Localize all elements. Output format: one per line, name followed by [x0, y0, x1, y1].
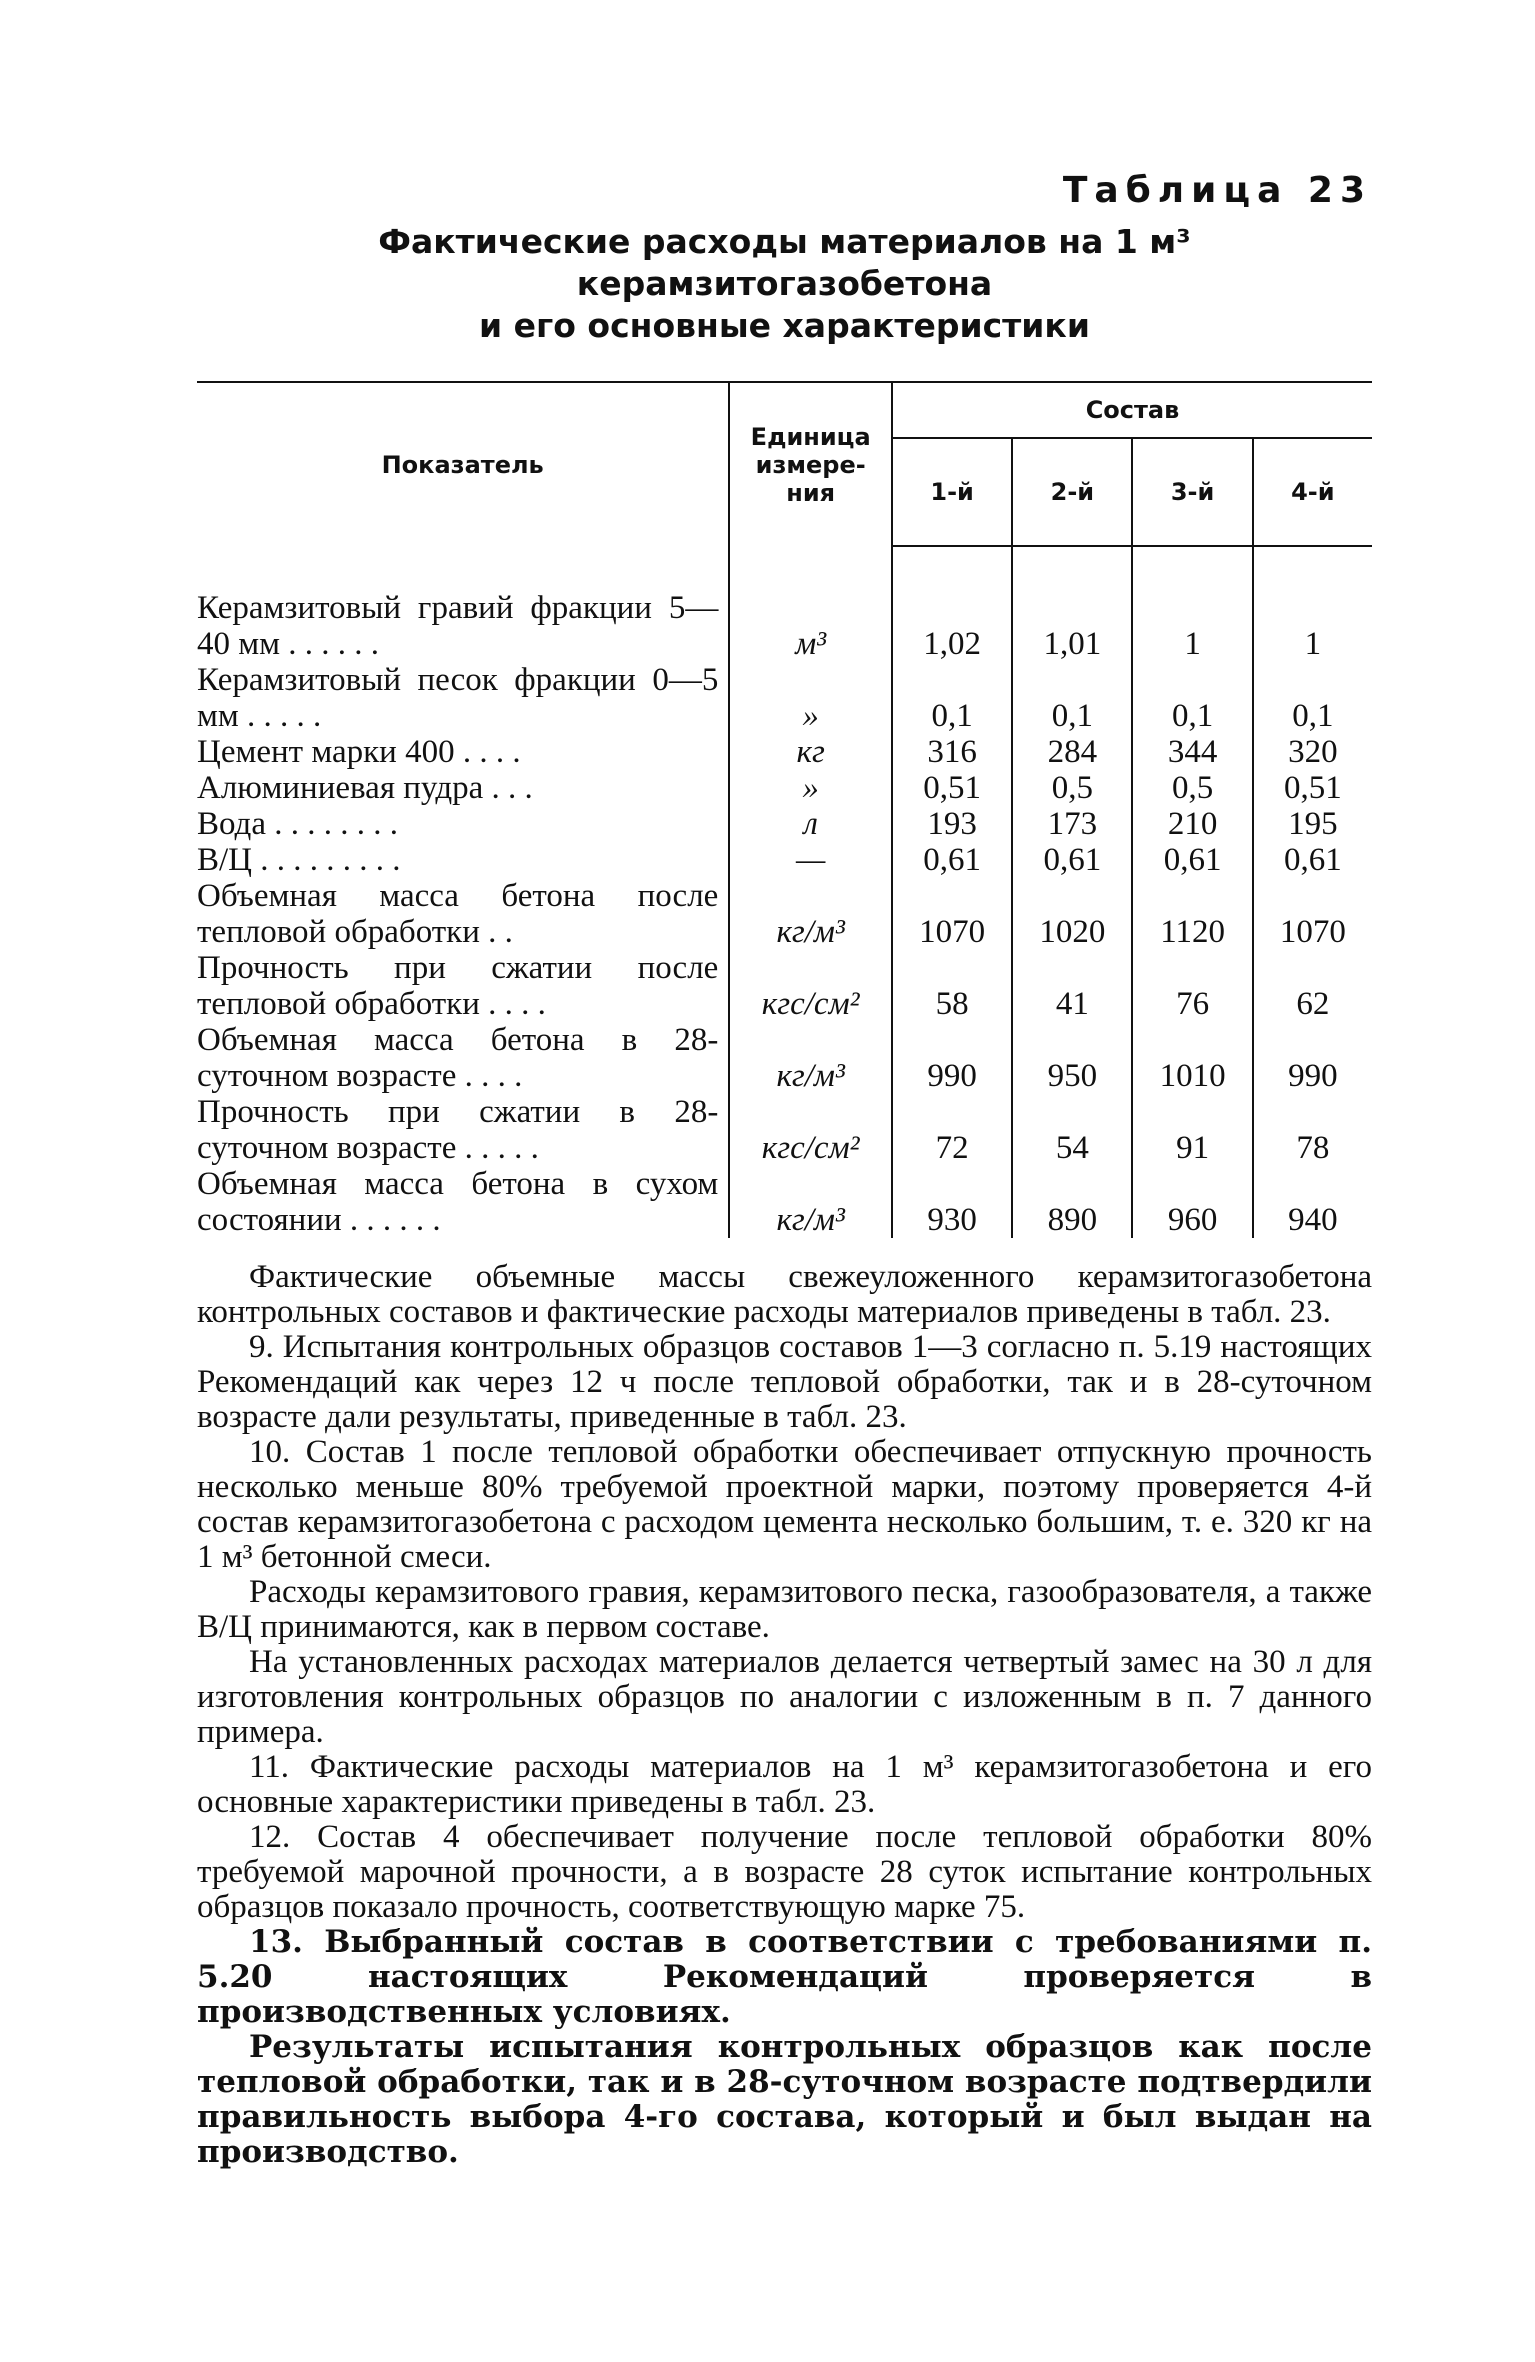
paragraph: Результаты испытания контрольных образцов как после тепловой обработки, так и в 28-суточном возрасте подтвердили правильность выбора 4-го состава, который и был выдан на производство. — [197, 2029, 1372, 2170]
table-row — [197, 1094, 1372, 1166]
row-value-col-1: 316 — [892, 734, 1012, 770]
table-row — [197, 806, 1372, 842]
row-value-col-1: 990 — [892, 1022, 1012, 1094]
row-value-col-2: 890 — [1012, 1166, 1132, 1238]
row-value-col-2: 1,01 — [1012, 546, 1132, 662]
row-value-col-4: 990 — [1288, 1058, 1338, 1094]
row-unit: кг — [729, 734, 892, 770]
row-value-col-2: 950 — [1012, 1022, 1132, 1094]
paragraph: 13. Выбранный состав в соответствии с требованиями п. 5.20 настоящих Рекомендаций проверяется в производственных условиях. — [197, 1924, 1372, 2030]
row-value-col-1: 0,51 — [892, 770, 1012, 806]
row-parameter — [197, 546, 729, 662]
row-value-col-3: 0,61 — [1132, 842, 1252, 878]
row-value-col-4: 320 — [1288, 734, 1338, 770]
row-value-col-3: 960 — [1132, 1166, 1252, 1238]
table-row — [197, 1022, 1372, 1094]
row-unit: — — [729, 842, 892, 878]
row-value-col-1: 193 — [892, 806, 1012, 842]
row-value-col-3: 0,1 — [1132, 662, 1252, 734]
row-parameter-text: Объемная масса бетона в сухом состоянии . . . . . . — [197, 1166, 719, 1238]
row-value-col-4: 0,61 — [1283, 842, 1342, 878]
row-parameter-text: Прочность при сжатии в 28-суточном возрасте . . . . . — [197, 1094, 719, 1166]
header-col-1: 1-й — [892, 438, 1012, 546]
row-unit: кг/м³ — [729, 1166, 892, 1238]
caption-line-2: и его основные характеристики — [479, 306, 1090, 345]
row-parameter — [197, 806, 729, 842]
row-parameter — [197, 662, 729, 734]
table-row — [197, 842, 1372, 878]
header-col-3: 3-й — [1132, 438, 1252, 546]
row-unit: кгс/см² — [729, 1094, 892, 1166]
table-row — [197, 734, 1372, 770]
row-parameter — [197, 1094, 729, 1166]
row-value-col-1: 0,1 — [892, 662, 1012, 734]
body-text — [197, 1260, 1372, 2170]
table-caption — [197, 221, 1372, 347]
header-col-4: 4-й — [1253, 438, 1372, 546]
row-parameter — [197, 1022, 729, 1094]
row-parameter-text: Объемная масса бетона в 28-суточном возрасте . . . . — [197, 1022, 719, 1094]
row-value-col-4: 0,51 — [1283, 770, 1342, 806]
row-parameter-text: Керамзитовый песок фракции 0—5 мм . . . . . — [197, 662, 719, 734]
table-row — [197, 950, 1372, 1022]
table-label: Таблица 23 — [1062, 170, 1372, 211]
row-unit: кг/м³ — [729, 1022, 892, 1094]
paragraph: 10. Состав 1 после тепловой обработки обеспечивает отпускную прочность несколько меньше 80% требуемой проектной марки, поэтому проверяется 4-й состав керамзитогазобетона с расходом цемента несколько большим, т. е. 320 кг на 1 м³ бетонной смеси. — [197, 1434, 1372, 1575]
row-value-col-2: 0,1 — [1012, 662, 1132, 734]
row-value-col-2: 1020 — [1012, 878, 1132, 950]
paragraph: 11. Фактические расходы материалов на 1 м³ керамзитогазобетона и его основные характеристики приведены в табл. 23. — [197, 1749, 1372, 1820]
table-body — [197, 546, 1372, 1238]
row-parameter-text: В/Ц . . . . . . . . . — [197, 842, 401, 878]
row-value-col-2: 0,61 — [1012, 842, 1132, 878]
table-row — [197, 770, 1372, 806]
paragraph: 9. Испытания контрольных образцов составов 1—3 согласно п. 5.19 настоящих Рекомендаций как через 12 ч после тепловой обработки, так и в 28-суточном возрасте дали результаты, приведенные в табл. 23. — [197, 1329, 1372, 1435]
header-parameter: Показатель — [197, 382, 729, 546]
row-parameter-text: Цемент марки 400 . . . . — [197, 734, 521, 770]
row-parameter — [197, 734, 729, 770]
row-value-col-1: 0,61 — [892, 842, 1012, 878]
row-value-col-2: 0,5 — [1012, 770, 1132, 806]
row-value-col-2: 54 — [1012, 1094, 1132, 1166]
row-value-col-1: 72 — [892, 1094, 1012, 1166]
row-value-col-4: 0,1 — [1292, 698, 1334, 734]
row-parameter-text: Прочность при сжатии после тепловой обработки . . . . — [197, 950, 719, 1022]
row-value-col-1: 58 — [892, 950, 1012, 1022]
row-value-col-3: 76 — [1132, 950, 1252, 1022]
row-value-col-3: 210 — [1132, 806, 1252, 842]
row-parameter — [197, 770, 729, 806]
paragraph: На установленных расходах материалов делается четвертый замес на 30 л для изготовления контрольных образцов по аналогии с изложенным в п. 7 данного примера. — [197, 1644, 1372, 1750]
table-row — [197, 1166, 1372, 1238]
row-parameter — [197, 950, 729, 1022]
row-parameter — [197, 842, 729, 878]
row-unit: кг/м³ — [729, 878, 892, 950]
row-parameter-text: Керамзитовый гравий фракции 5—40 мм . . . . . . — [197, 590, 719, 662]
row-parameter — [197, 878, 729, 950]
materials-table — [197, 381, 1372, 1238]
row-value-col-1: 1,02 — [892, 546, 1012, 662]
row-parameter — [197, 1166, 729, 1238]
row-value-col-4: 1 — [1304, 626, 1322, 662]
table-row — [197, 546, 1372, 662]
row-value-col-4: 62 — [1296, 986, 1330, 1022]
row-value-col-3: 344 — [1132, 734, 1252, 770]
paragraph: 12. Состав 4 обеспечивает получение после тепловой обработки 80% требуемой марочной прочности, а в возрасте 28 суток испытание контрольных образцов показало прочность, соответствующую марке 75. — [197, 1819, 1372, 1925]
row-value-col-1: 1070 — [892, 878, 1012, 950]
row-unit: л — [729, 806, 892, 842]
row-parameter-text: Алюминиевая пудра . . . — [197, 770, 533, 806]
paragraph: Фактические объемные массы свежеуложенного керамзитогазобетона контрольных составов и фактические расходы материалов приведены в табл. 23. — [197, 1259, 1372, 1330]
table-row — [197, 662, 1372, 734]
row-unit: » — [729, 770, 892, 806]
paragraph: Расходы керамзитового гравия, керамзитового песка, газообразователя, а также В/Ц принимаются, как в первом составе. — [197, 1574, 1372, 1645]
row-unit: м³ — [729, 546, 892, 662]
row-value-col-4: 940 — [1288, 1202, 1338, 1238]
header-composition: Состав — [892, 382, 1372, 438]
header-col-2: 2-й — [1012, 438, 1132, 546]
row-value-col-3: 1120 — [1132, 878, 1252, 950]
row-value-col-4: 1070 — [1279, 914, 1346, 950]
row-value-col-2: 173 — [1012, 806, 1132, 842]
row-value-col-3: 1 — [1132, 546, 1252, 662]
row-value-col-2: 41 — [1012, 950, 1132, 1022]
row-unit: кгс/см² — [729, 950, 892, 1022]
row-value-col-3: 91 — [1132, 1094, 1252, 1166]
row-value-col-1: 930 — [892, 1166, 1012, 1238]
document-page — [197, 170, 1372, 2170]
row-value-col-2: 284 — [1012, 734, 1132, 770]
table-row — [197, 878, 1372, 950]
row-parameter-text: Объемная масса бетона после тепловой обработки . . — [197, 878, 719, 950]
row-parameter-text: Вода . . . . . . . . — [197, 806, 398, 842]
row-value-col-4: 78 — [1296, 1130, 1330, 1166]
header-unit: Единица измере-ния — [729, 382, 892, 546]
row-value-col-4: 195 — [1288, 806, 1338, 842]
row-value-col-3: 0,5 — [1132, 770, 1252, 806]
row-unit: » — [729, 662, 892, 734]
row-value-col-3: 1010 — [1132, 1022, 1252, 1094]
caption-line-1: Фактические расходы материалов на 1 м³ керамзитогазобетона — [378, 222, 1191, 303]
